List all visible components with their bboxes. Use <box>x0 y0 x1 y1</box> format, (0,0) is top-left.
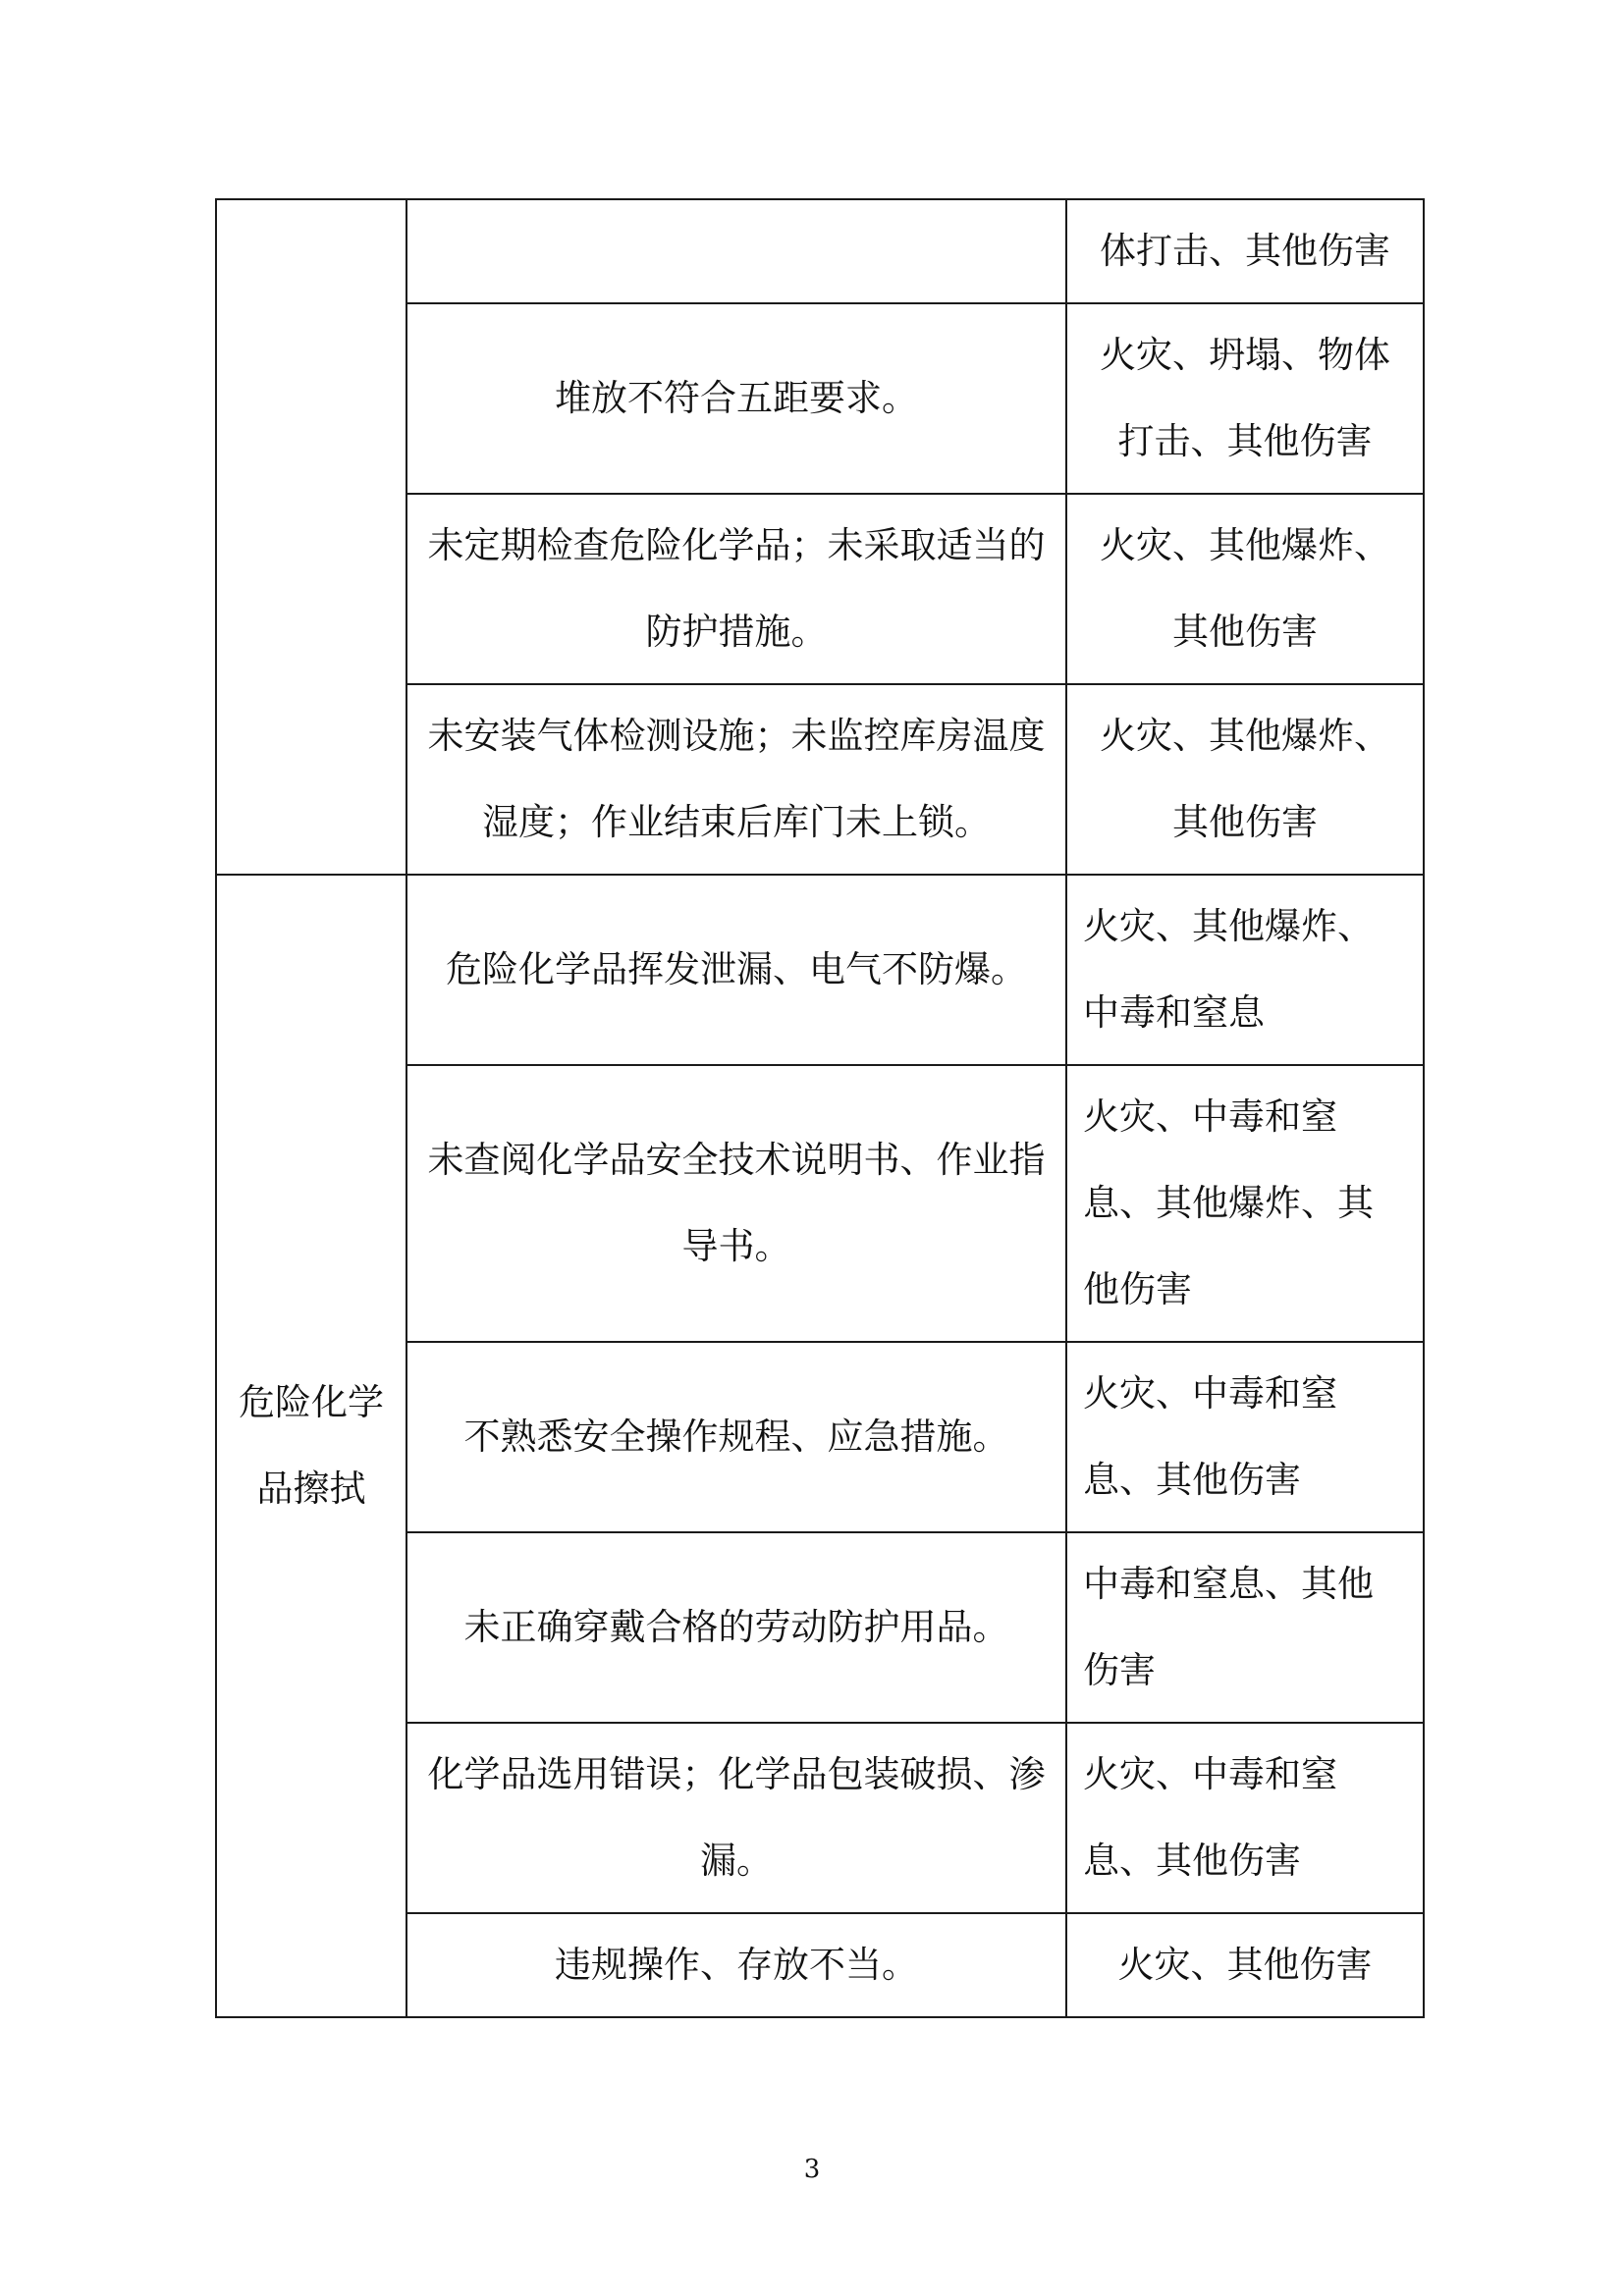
hazard-cell: 火灾、其他爆炸、中毒和窒息 <box>1066 875 1424 1065</box>
hazard-cell: 火灾、中毒和窒息、其他伤害 <box>1066 1723 1424 1913</box>
hazard-cell: 火灾、中毒和窒息、其他伤害 <box>1066 1342 1424 1532</box>
hazard-cell: 体打击、其他伤害 <box>1066 199 1424 303</box>
cause-cell: 违规操作、存放不当。 <box>406 1913 1066 2017</box>
cause-cell: 化学品选用错误；化学品包装破损、渗漏。 <box>406 1723 1066 1913</box>
cause-cell: 堆放不符合五距要求。 <box>406 303 1066 494</box>
cause-cell: 未查阅化学品安全技术说明书、作业指导书。 <box>406 1065 1066 1342</box>
cause-cell: 未定期检查危险化学品；未采取适当的防护措施。 <box>406 494 1066 684</box>
hazard-cell: 火灾、坍塌、物体打击、其他伤害 <box>1066 303 1424 494</box>
cause-cell: 危险化学品挥发泄漏、电气不防爆。 <box>406 875 1066 1065</box>
hazard-cell: 火灾、其他伤害 <box>1066 1913 1424 2017</box>
cause-cell: 不熟悉安全操作规程、应急措施。 <box>406 1342 1066 1532</box>
table-row <box>216 875 1424 1065</box>
activity-cell-continued <box>216 199 406 875</box>
hazard-table <box>215 198 1425 2018</box>
hazard-cell: 火灾、其他爆炸、其他伤害 <box>1066 494 1424 684</box>
page-number: 3 <box>803 2155 821 2184</box>
cause-cell <box>406 199 1066 303</box>
hazard-cell: 中毒和窒息、其他伤害 <box>1066 1532 1424 1723</box>
cause-cell: 未安装气体检测设施；未监控库房温度湿度；作业结束后库门未上锁。 <box>406 684 1066 875</box>
hazard-cell: 火灾、中毒和窒息、其他爆炸、其他伤害 <box>1066 1065 1424 1342</box>
hazard-cell: 火灾、其他爆炸、其他伤害 <box>1066 684 1424 875</box>
activity-cell: 危险化学品擦拭 <box>216 875 406 2017</box>
cause-cell: 未正确穿戴合格的劳动防护用品。 <box>406 1532 1066 1723</box>
table-row <box>216 199 1424 303</box>
